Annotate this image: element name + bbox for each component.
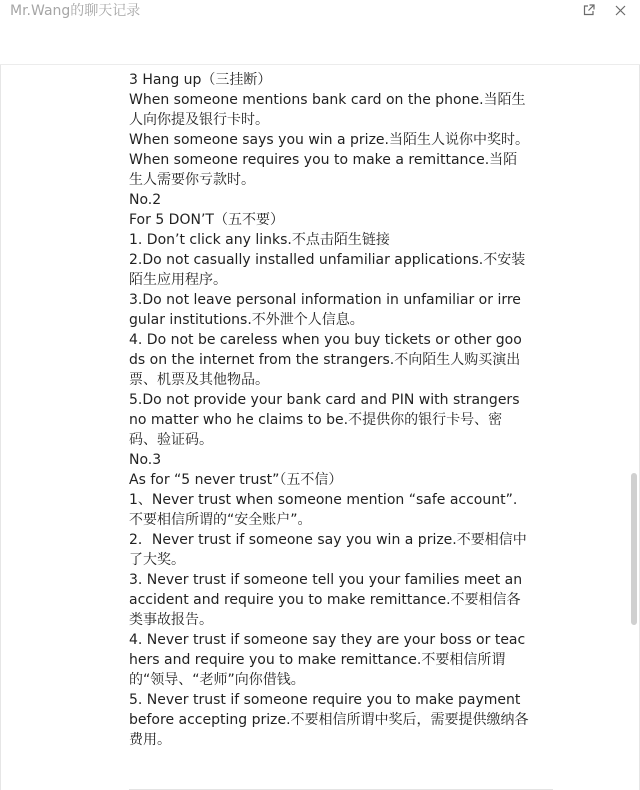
message-line: 2.Do not casually installed unfamiliar applications.不安装陌生应用程序。: [129, 252, 526, 288]
title-bar: [0, 0, 640, 65]
message-line: When someone requires you to make a remittance.当陌生人需要你亏款时。: [129, 152, 518, 188]
close-button[interactable]: [610, 0, 630, 20]
message-line: 1. Don’t click any links.不点击陌生链接: [129, 232, 390, 248]
chat-message: [129, 50, 529, 750]
message-line: As for “5 never trust”（五不信）: [129, 472, 343, 488]
message-line: When someone mentions bank card on the phone.当陌生人向你提及银行卡时。: [129, 92, 526, 128]
message-line: 1、Never trust when someone mention “safe account”.不要相信所谓的“安全账户”。: [129, 492, 518, 528]
message-line: 3 Hang up（三挂断）: [129, 72, 272, 88]
message-line: When someone says you win a prize.当陌生人说你中奖时。: [129, 132, 529, 148]
message-line: 5.Do not provide your bank card and PIN with strangers no matter who he claims to be.不提供你的银行卡号、密码、验证码。: [129, 392, 524, 448]
message-line: 4. Never trust if someone say they are your boss or teachers and require you to make remittance.不要相信所谓的“领导、“老师”向你借钱。: [129, 632, 526, 688]
chat-history-pane[interactable]: [0, 65, 640, 790]
message-line: 4. Do not be careless when you buy tickets or other goods on the internet from the strangers.不向陌生人购买演出票、机票及其他物品。: [129, 332, 522, 388]
message-line: 5. Never trust if someone require you to make payment before accepting prize.不要相信所谓中奖后，需要提供缴纳各费用。: [129, 692, 529, 748]
message-line: 3.Do not leave personal information in unfamiliar or irregular institutions.不外泄个人信息。: [129, 292, 521, 328]
message-line: No.3: [129, 452, 162, 468]
window-title: Mr.Wang的聊天记录: [10, 3, 141, 19]
message-line: 3. Never trust if someone tell you your families meet an accident and require you to make remittance.不要相信各类事故报告。: [129, 572, 527, 628]
share-button[interactable]: [579, 0, 599, 20]
message-line: 2．Never trust if someone say you win a prize.不要相信中了大奖。: [129, 532, 527, 568]
scrollbar-track[interactable]: [631, 65, 637, 790]
scrollbar-thumb[interactable]: [631, 473, 637, 625]
message-line: For 5 DON’T（五不要）: [129, 212, 284, 228]
close-icon: [615, 5, 626, 16]
message-line: No.2: [129, 192, 162, 208]
share-icon: [583, 4, 595, 16]
